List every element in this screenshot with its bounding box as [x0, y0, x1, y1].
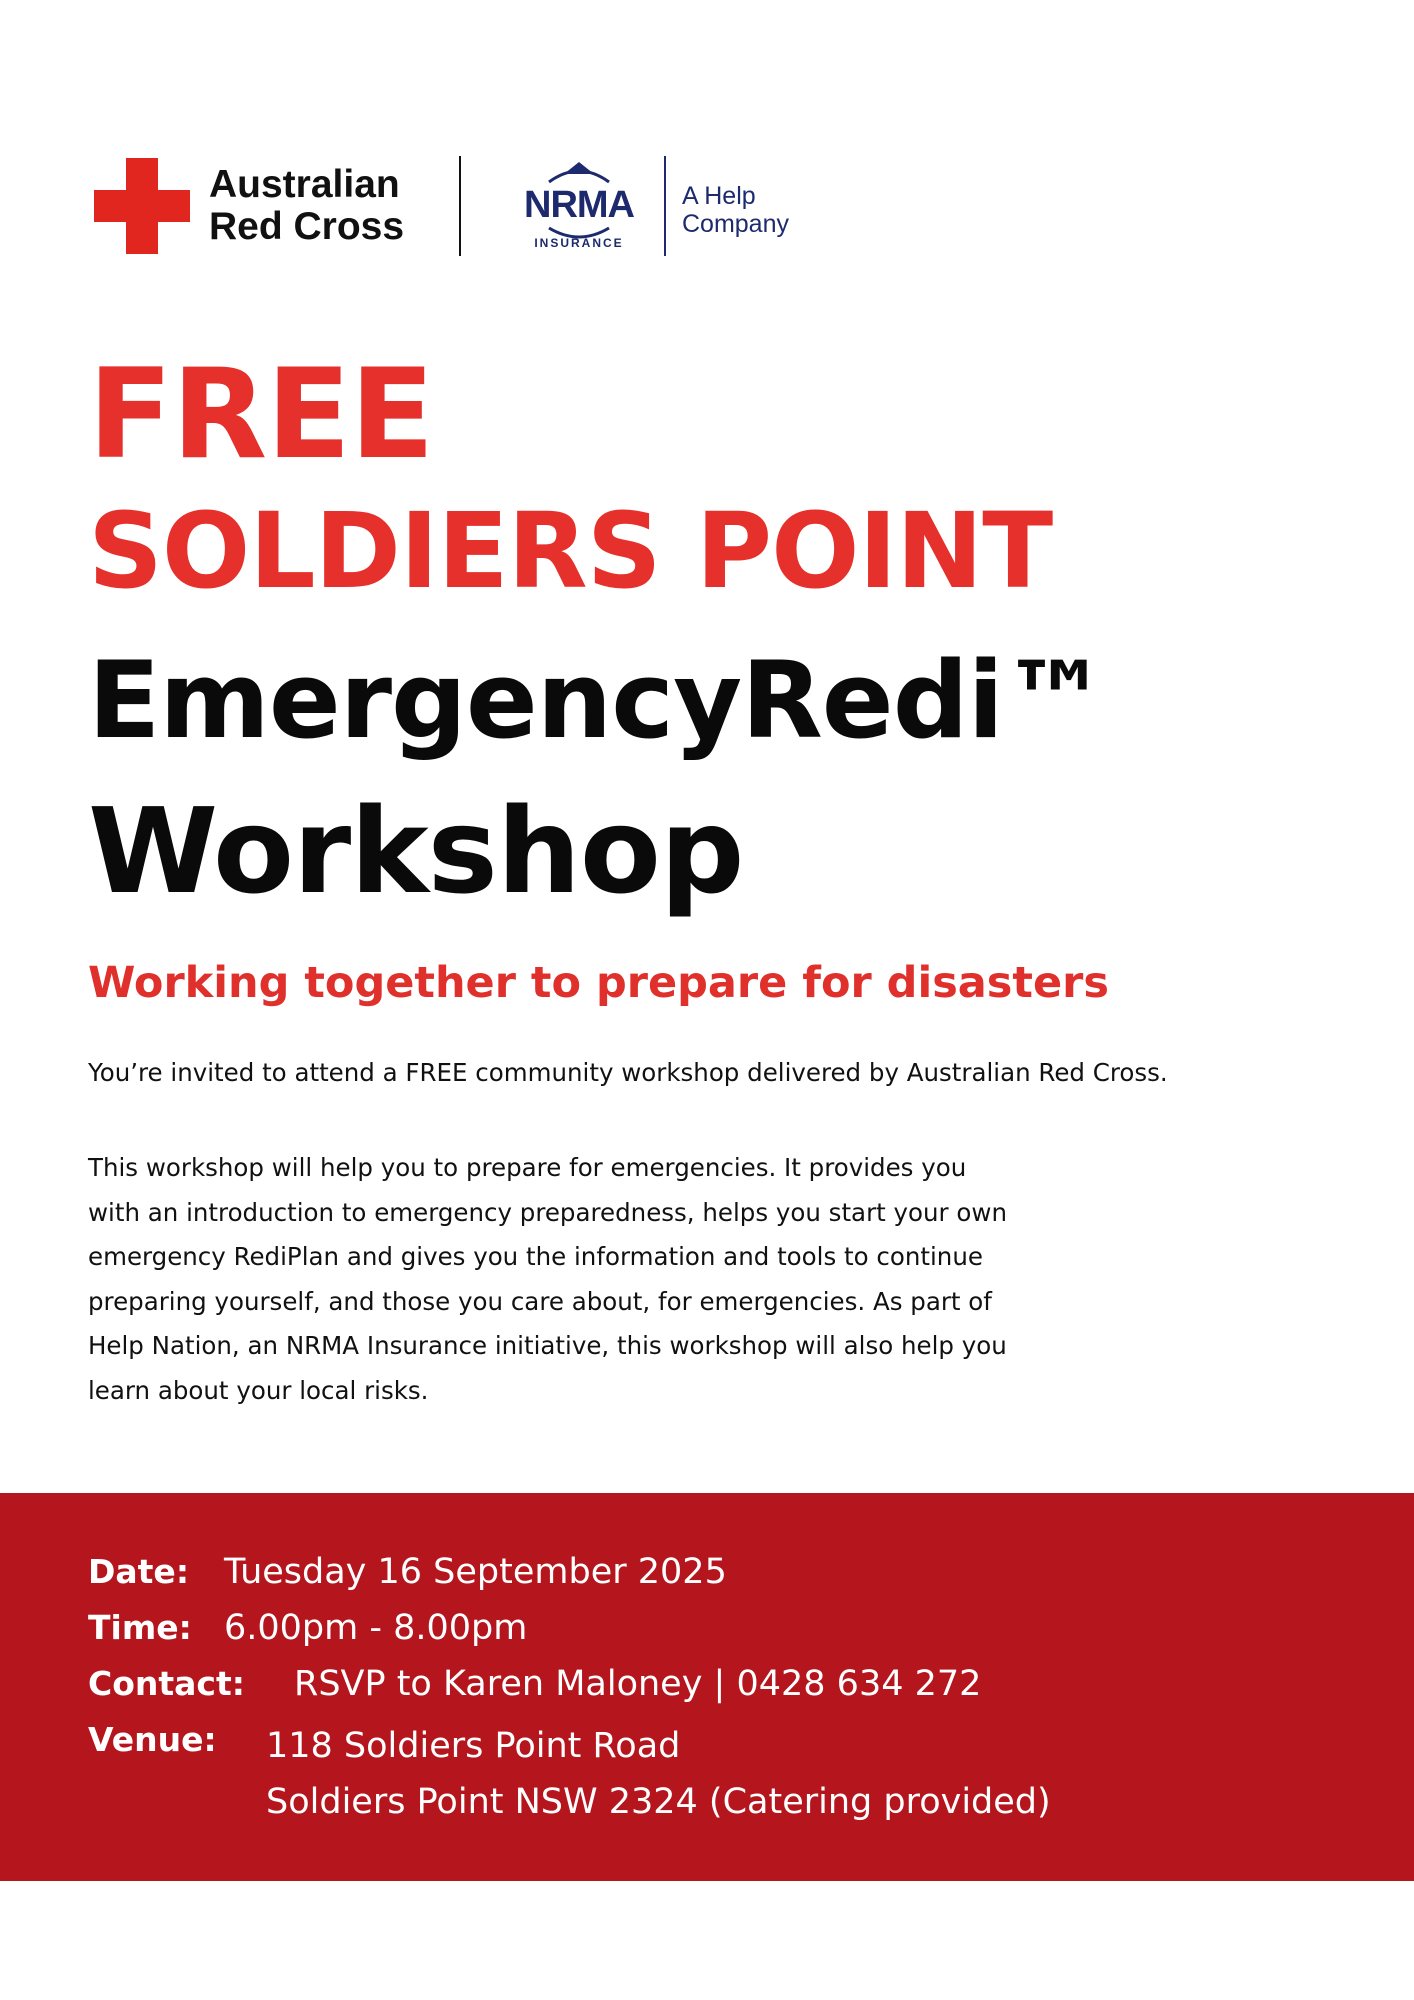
headline-workshop: Workshop — [88, 782, 744, 920]
venue-label: Venue: — [88, 1720, 217, 1759]
venue-line2: Soldiers Point NSW 2324 (Catering provided) — [266, 1782, 1051, 1822]
date-label: Date: — [88, 1552, 190, 1591]
red-cross-icon — [94, 158, 190, 254]
logo-bar — [94, 150, 894, 262]
red-cross-logo-text — [209, 164, 404, 248]
time-value: 6.00pm - 8.00pm — [224, 1608, 528, 1648]
description — [88, 1146, 1168, 1413]
time-label: Time: — [88, 1608, 192, 1647]
help-company-text — [682, 182, 789, 238]
contact-value: RSVP to Karen Maloney | 0428 634 272 — [294, 1664, 982, 1704]
nrma-logo — [504, 154, 654, 258]
description-line: This workshop will help you to prepare for emergencies. It provides you — [88, 1153, 967, 1182]
logo-divider-2 — [664, 156, 666, 256]
contact-label: Contact: — [88, 1664, 245, 1703]
headline-location: SOLDIERS POINT — [88, 490, 1053, 612]
description-line: preparing yourself, and those you care about, for emergencies. As part of — [88, 1286, 992, 1316]
venue-line1: 118 Soldiers Point Road — [266, 1726, 681, 1766]
help-line1: A Help — [682, 182, 756, 210]
headline-title: EmergencyRedi™ — [88, 639, 1108, 762]
tagline: Working together to prepare for disasters — [88, 958, 1109, 1008]
headline-free: FREE — [88, 343, 434, 487]
description-line: emergency RediPlan and gives you the information and tools to continue — [88, 1242, 983, 1271]
description-line: Help Nation, an NRMA Insurance initiative, this workshop will also help you — [88, 1331, 1007, 1360]
intro-text: You’re invited to attend a FREE community workshop delivered by Australian Red Cross. — [88, 1058, 1168, 1087]
nrma-wordmark: NRMA — [524, 184, 634, 226]
date-value: Tuesday 16 September 2025 — [224, 1552, 727, 1592]
nrma-insurance-label: INSURANCE — [534, 236, 624, 250]
help-line2: Company — [682, 210, 789, 238]
red-cross-line1: Australian — [209, 163, 400, 206]
description-line: with an introduction to emergency preparedness, helps you start your own — [88, 1197, 1007, 1227]
logo-divider — [459, 156, 461, 256]
red-cross-line2: Red Cross — [209, 205, 405, 248]
description-line: learn about your local risks. — [88, 1375, 429, 1405]
venue-value — [266, 1718, 1051, 1830]
